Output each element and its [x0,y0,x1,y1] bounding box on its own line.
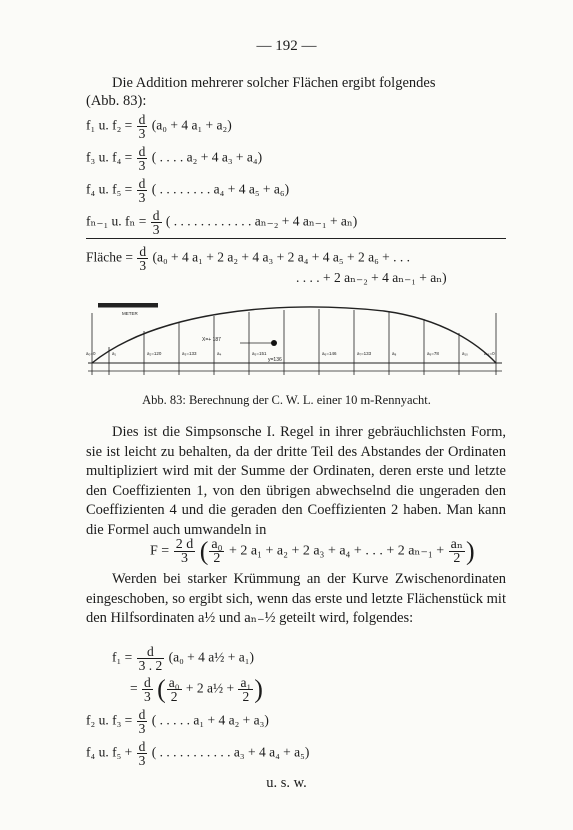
sum-equation-2 [86,145,262,172]
equation-rhs: (a₀ + 4 a₁ + a₂) [151,117,232,133]
fraction-denominator: 2 [167,689,182,703]
equation-lhs: fₙ₋₁ u. fₙ = [86,213,147,229]
formula-middle: + 2 a₁ + a₂ + 2 a₃ + a₄ + . . . + 2 aₙ₋₁ + [228,543,445,559]
close-paren: ) [254,674,263,704]
half-equation-4 [86,740,309,767]
fraction-denominator: 2 [209,551,224,565]
fraction-denominator: 3 [174,551,196,565]
ordinate-labels [86,351,495,356]
fraction-denominator: 3 [144,689,151,704]
flaeche-line-2: . . . . + 2 aₙ₋₂ + 4 aₙ₋₁ + aₙ) [296,270,447,285]
equation-rhs: ( . . . . . . . . . . . . aₙ₋₂ + 4 aₙ₋₁ + aₙ) [165,213,358,229]
half-equation-2 [130,676,263,703]
fraction [167,676,182,703]
flaeche-equation [86,245,410,272]
flaeche-line-1: (a₀ + 4 a₁ + 2 a₂ + 4 a₃ + 2 a₄ + 4 a₅ + 2 a₆ + . . . [152,249,411,265]
fraction [137,740,148,767]
fraction [449,538,465,565]
intro-line-1: Die Addition mehrerer solcher Flächen ergibt folgendes [112,75,436,91]
ordinate-label: a₉=78 [427,351,439,356]
ordinate-label: a₆=146 [322,351,337,356]
half-equation-1 [112,645,254,672]
figure-caption: Abb. 83: Berechnung der C. W. L. einer 10 m-Rennyacht. [142,393,431,407]
ordinate-label: a₄ [217,351,222,356]
fraction-numerator: d [138,112,146,127]
fraction-numerator: d [138,176,146,191]
ordinate-label: a₇=133 [357,351,372,356]
fraction-numerator: a₀ [211,537,223,552]
equation-lhs: f₄ u. f₅ + [86,744,133,760]
fraction-denominator: 3 [138,753,146,768]
equation-lhs: f₄ u. f₅ = [86,181,133,197]
paragraph-simpson-rule: Dies ist die Simpsonsche I. Regel in ihrer gebräuchlichsten Form, sie ist leicht zu behalten, da der dritte Teil des Abstandes der Ordinaten multipliziert wird mit der Summe der Ordinaten, deren erste und letzte den Coeffizienten 1, von den übrigen abwechselnd die ungeraden den Coeffizienten 4 und die geraden den Coeffizienten 2 haben. Man kann die Formel auch umwandeln in [86,424,506,538]
fraction [137,645,165,672]
fraction-numerator: a₁ [240,675,252,690]
fraction-numerator: d [139,244,147,259]
formula-F [150,538,475,565]
sum-equation-4 [86,209,357,236]
fraction [209,538,224,565]
fraction [174,538,196,565]
fraction [238,676,253,703]
equation-lhs: f₁ u. f₂ = [86,117,133,133]
fraction [151,209,162,236]
equation-rhs: ( . . . . . . . . . . . a₃ + 4 a₄ + a₅) [151,744,310,760]
fraction-numerator: d [138,144,146,159]
page-number: — 192 — [256,38,317,54]
fraction-denominator: 3 [138,158,146,173]
equation-rhs: ( . . . . a₂ + 4 a₃ + a₄) [151,149,263,165]
equation-lhs: f₂ u. f₃ = [86,712,133,728]
fraction-numerator: d [138,707,146,722]
fraction [137,145,148,172]
center-of-area-dot [271,340,277,346]
half-equation-3 [86,708,269,735]
fraction-denominator: 3 [138,126,146,141]
fraction [137,177,148,204]
intro-line-2: (Abb. 83): [86,93,147,109]
open-paren: ( [157,674,166,704]
fraction-numerator: a₀ [168,675,180,690]
waterline-figure [84,295,508,381]
fraction-denominator: 3 [138,721,146,736]
fraction [137,708,148,735]
usw-line: u. s. w. [266,775,307,791]
fraction-numerator: d [152,208,160,223]
fraction-denominator: 2 [449,551,465,565]
open-paren: ( [199,536,209,566]
sum-equation-3 [86,177,289,204]
fraction-denominator: 3 [152,222,160,237]
fraction-numerator: d [144,675,151,690]
paragraph-intermediate-ordinates: Werden bei starker Krümmung an der Kurve Zwischenordinaten eingeschoben, so ergibt sich, wenn das erste und letzte Flächenstück mit den Hilfsordinaten a½ und aₙ₋½ geteilt wird, folgendes: [86,571,506,626]
fraction [142,676,153,703]
scale-bar [98,303,158,316]
fraction [137,245,148,272]
equation-rhs: (a₀ + 4 a½ + a₁) [168,649,254,665]
equation-lhs: f₁ = [112,649,133,665]
close-paren: ) [465,536,475,566]
fraction-denominator: 3 [138,190,146,205]
fraction-denominator: 2 [238,689,253,703]
equation-lhs: = [130,680,138,696]
center-label-bottom: y=136 [268,357,282,363]
sum-equation-1 [86,113,232,140]
fraction-denominator: 3 . 2 [138,658,163,673]
equation-rhs: ( . . . . . a₁ + 4 a₂ + a₃) [151,712,269,728]
center-label-top: X=+ 187 [202,337,221,343]
ordinate-label: a₁₀ [462,351,468,356]
fraction-numerator: d [147,644,154,659]
fraction [137,113,148,140]
ordinates [109,309,459,375]
equation-middle: + 2 a½ + [185,680,235,696]
scale-label: METER [122,311,138,316]
fraction-numerator: d [138,739,146,754]
ordinate-label: a₂=120 [147,351,162,356]
ordinate-label: a₁₁=0 [484,351,495,356]
sum-rule-line [86,238,506,239]
fraction-numerator: 2 d [175,537,194,552]
ordinate-label: a₅=151 [252,351,267,356]
ordinate-label: a₈ [392,351,397,356]
ordinate-label: a₀=0 [86,351,96,356]
equation-lhs: Fläche = [86,249,133,265]
ordinate-label: a₃=133 [182,351,197,356]
equation-lhs: f₃ u. f₄ = [86,149,133,165]
equation-rhs: ( . . . . . . . . a₄ + 4 a₅ + a₆) [151,181,290,197]
equation-lhs: F = [150,543,170,559]
fraction-numerator: aₙ [450,537,463,552]
fraction-denominator: 3 [139,258,147,273]
ordinate-label: a₁ [112,351,117,356]
